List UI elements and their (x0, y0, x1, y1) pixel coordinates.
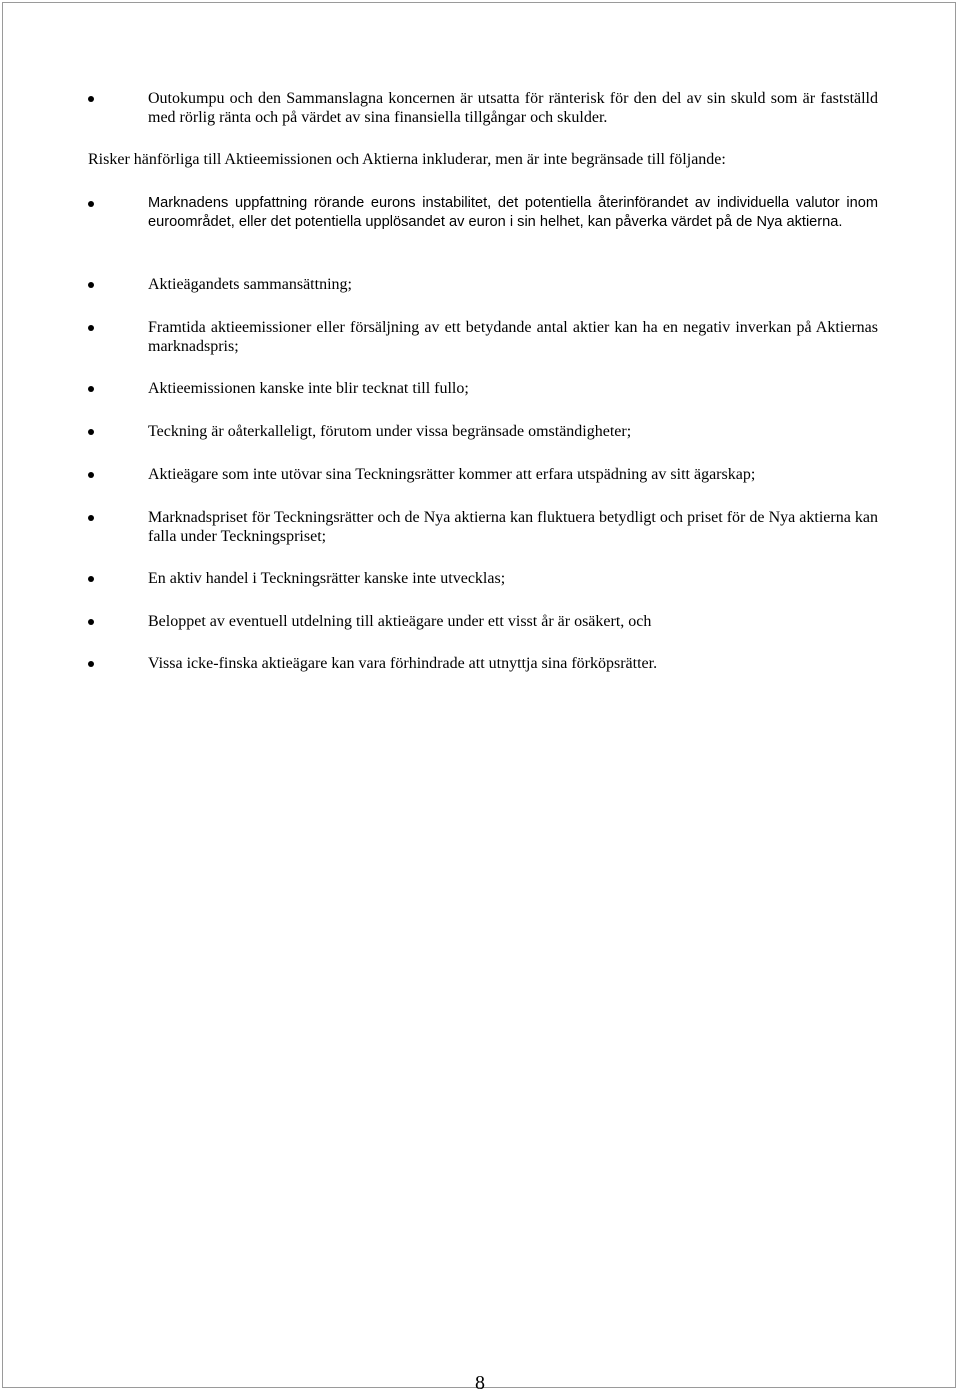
bullet-icon (88, 201, 94, 207)
list-item (148, 654, 878, 673)
bullet-icon (88, 386, 94, 392)
list-item (148, 318, 878, 356)
list-item (148, 569, 878, 588)
list-item-text: Outokumpu och den Sammanslagna koncernen är utsatta för ränterisk för den del av sin skuld som är fastställd med rörlig ränta och på värdet av sina finansiella tillgångar och skulder. (148, 90, 878, 126)
list-item-text: Marknadens uppfattning rörande eurons instabilitet, det potentiella återinförandet av individuella valutor inom euroområdet, eller det potentiella upplösandet av euron i sin helhet, kan påverka värdet på de Nya aktierna. (148, 195, 878, 230)
list-item (148, 508, 878, 546)
list-item-text: Aktieemissionen kanske inte blir tecknat till fullo; (148, 380, 469, 397)
page-number: 8 (475, 1372, 485, 1394)
list-item-text: Teckning är oåterkalleligt, förutom under vissa begränsade omständigheter; (148, 423, 632, 440)
bullet-icon (88, 619, 94, 625)
bullet-icon (88, 429, 94, 435)
list-item (148, 465, 878, 484)
list-item (148, 194, 878, 232)
bullet-icon (88, 661, 94, 667)
list-item (148, 422, 878, 441)
list-item (148, 612, 878, 631)
bullet-icon (88, 282, 94, 288)
list-item-text: En aktiv handel i Teckningsrätter kanske inte utvecklas; (148, 570, 506, 587)
bullet-icon (88, 325, 94, 331)
list-item-text: Beloppet av eventuell utdelning till aktieägare under ett visst år är osäkert, och (148, 613, 652, 630)
bullet-icon (88, 96, 94, 102)
list-item (148, 379, 878, 398)
bullet-icon (88, 472, 94, 478)
list-item (148, 89, 878, 127)
list-item-text: Aktieägare som inte utövar sina Teckningsrätter kommer att erfara utspädning av sitt ägarskap; (148, 466, 756, 483)
list-item (148, 275, 878, 294)
list-item-text: Framtida aktieemissioner eller försäljning av ett betydande antal aktier kan ha en negativ inverkan på Aktiernas marknadspris; (148, 319, 878, 355)
list-item-text: Vissa icke-finska aktieägare kan vara förhindrade att utnyttja sina förköpsrätter. (148, 655, 658, 672)
list-item-text: Marknadspriset för Teckningsrätter och de Nya aktierna kan fluktuera betydligt och priset för de Nya aktierna kan falla under Teckningspriset; (148, 509, 878, 545)
list-item-text: Aktieägandets sammansättning; (148, 276, 352, 293)
bullet-icon (88, 515, 94, 521)
bullet-icon (88, 576, 94, 582)
intro-paragraph: Risker hänförliga till Aktieemissionen och Aktierna inkluderar, men är inte begränsade till följande: (88, 151, 726, 168)
